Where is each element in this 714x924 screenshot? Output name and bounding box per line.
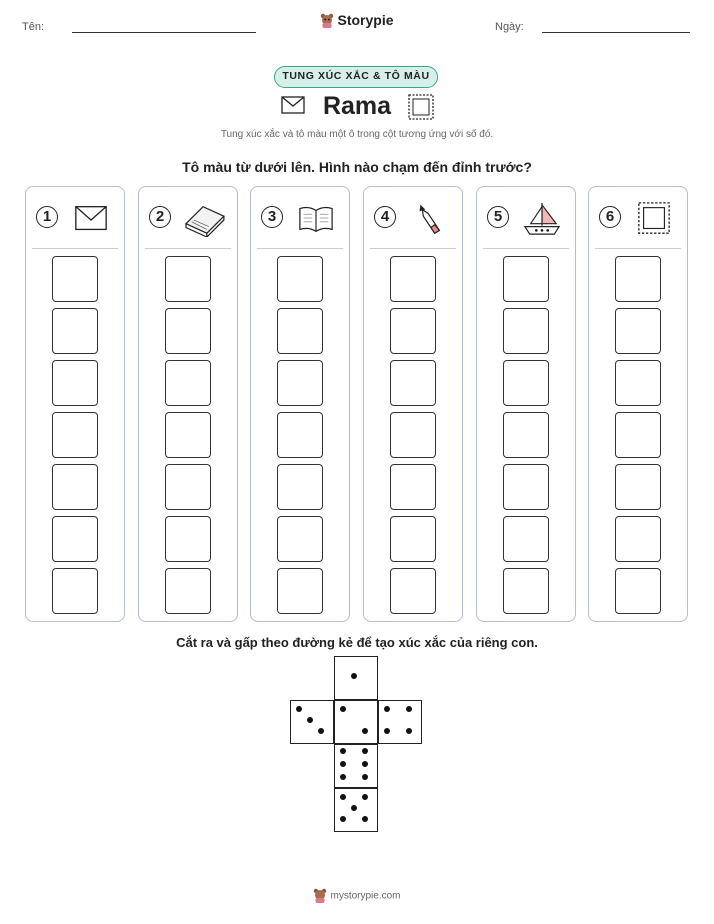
- book-icon: [181, 201, 227, 237]
- dice-face: [290, 700, 334, 744]
- pip: [384, 706, 390, 712]
- pip: [340, 774, 346, 780]
- column-number: 6: [599, 206, 621, 228]
- pip: [362, 774, 368, 780]
- date-field[interactable]: [542, 32, 690, 33]
- color-box[interactable]: [277, 568, 323, 614]
- color-box[interactable]: [52, 464, 98, 510]
- color-box[interactable]: [165, 464, 211, 510]
- name-label: Tên:: [22, 21, 45, 33]
- pip: [340, 761, 346, 767]
- color-box[interactable]: [165, 412, 211, 458]
- dice-face: [334, 744, 378, 788]
- dice-face: [334, 700, 378, 744]
- color-box[interactable]: [615, 412, 661, 458]
- color-box[interactable]: [165, 516, 211, 562]
- color-box[interactable]: [165, 568, 211, 614]
- column-number: 5: [487, 206, 509, 228]
- color-box[interactable]: [52, 308, 98, 354]
- column-number: 2: [149, 206, 171, 228]
- color-box[interactable]: [52, 256, 98, 302]
- pip: [362, 761, 368, 767]
- color-box[interactable]: [615, 464, 661, 510]
- color-box[interactable]: [615, 256, 661, 302]
- pip: [384, 728, 390, 734]
- divider: [595, 248, 681, 249]
- column-number: 1: [36, 206, 58, 228]
- pip: [351, 805, 357, 811]
- pip: [318, 728, 324, 734]
- color-box[interactable]: [52, 412, 98, 458]
- divider: [370, 248, 456, 249]
- color-box[interactable]: [165, 308, 211, 354]
- name-field[interactable]: [72, 32, 256, 33]
- stamp-icon: [407, 93, 435, 121]
- pip: [362, 748, 368, 754]
- pip: [296, 706, 302, 712]
- column-3: [250, 186, 350, 622]
- color-box[interactable]: [52, 516, 98, 562]
- color-box[interactable]: [52, 360, 98, 406]
- instruction: Tô màu từ dưới lên. Hình nào chạm đến đỉnh trước?: [182, 159, 532, 175]
- column-number: 4: [374, 206, 396, 228]
- dice-face: [334, 656, 378, 700]
- stamp-icon: [631, 201, 677, 237]
- color-box[interactable]: [390, 256, 436, 302]
- divider: [483, 248, 569, 249]
- column-5: [476, 186, 576, 622]
- color-box[interactable]: [503, 308, 549, 354]
- page-title: Rama: [322, 92, 392, 120]
- color-box[interactable]: [390, 360, 436, 406]
- color-box[interactable]: [277, 360, 323, 406]
- column-1: [25, 186, 125, 622]
- pip: [406, 706, 412, 712]
- color-box[interactable]: [165, 360, 211, 406]
- color-box[interactable]: [503, 256, 549, 302]
- divider: [32, 248, 118, 249]
- pip: [362, 728, 368, 734]
- envelope-icon: [68, 201, 114, 237]
- divider: [145, 248, 231, 249]
- pip: [351, 673, 357, 679]
- column-6: [588, 186, 688, 622]
- color-box[interactable]: [503, 412, 549, 458]
- color-box[interactable]: [277, 464, 323, 510]
- column-4: [363, 186, 463, 622]
- sailboat-icon: [519, 201, 565, 237]
- color-box[interactable]: [503, 568, 549, 614]
- pip: [340, 706, 346, 712]
- bear-icon: [313, 888, 327, 904]
- pip: [340, 748, 346, 754]
- activity-badge: TUNG XÚC XẮC & TÔ MÀU: [274, 66, 438, 88]
- color-box[interactable]: [390, 308, 436, 354]
- date-label: Ngày:: [495, 21, 524, 33]
- color-box[interactable]: [390, 464, 436, 510]
- column-number: 3: [261, 206, 283, 228]
- color-box[interactable]: [277, 412, 323, 458]
- pip: [406, 728, 412, 734]
- fountain-pen-icon: [406, 201, 452, 237]
- pip: [362, 816, 368, 822]
- color-box[interactable]: [390, 412, 436, 458]
- color-box[interactable]: [165, 256, 211, 302]
- dice-face: [378, 700, 422, 744]
- color-box[interactable]: [615, 308, 661, 354]
- color-box[interactable]: [615, 568, 661, 614]
- color-box[interactable]: [390, 568, 436, 614]
- bear-icon: [320, 13, 334, 29]
- color-box[interactable]: [503, 360, 549, 406]
- subtitle: Tung xúc xắc và tô màu một ô trong cột tương ứng với số đó.: [220, 129, 494, 140]
- cut-instruction: Cắt ra và gấp theo đường kẻ để tạo xúc xắc của riêng con.: [176, 635, 538, 650]
- footer: [0, 888, 714, 904]
- open-book-icon: [293, 201, 339, 237]
- color-box[interactable]: [277, 256, 323, 302]
- pip: [362, 794, 368, 800]
- color-box[interactable]: [615, 516, 661, 562]
- dice-face: [334, 788, 378, 832]
- color-box[interactable]: [277, 516, 323, 562]
- color-box[interactable]: [277, 308, 323, 354]
- color-box[interactable]: [503, 464, 549, 510]
- divider: [257, 248, 343, 249]
- color-box[interactable]: [390, 516, 436, 562]
- pip: [340, 816, 346, 822]
- pip: [307, 717, 313, 723]
- footer-url: mystorypie.com: [330, 890, 401, 902]
- brand-name: Storypie: [337, 12, 394, 28]
- brand-logo: [0, 12, 714, 29]
- pip: [340, 794, 346, 800]
- color-box[interactable]: [52, 568, 98, 614]
- color-box[interactable]: [615, 360, 661, 406]
- color-box[interactable]: [503, 516, 549, 562]
- column-2: [138, 186, 238, 622]
